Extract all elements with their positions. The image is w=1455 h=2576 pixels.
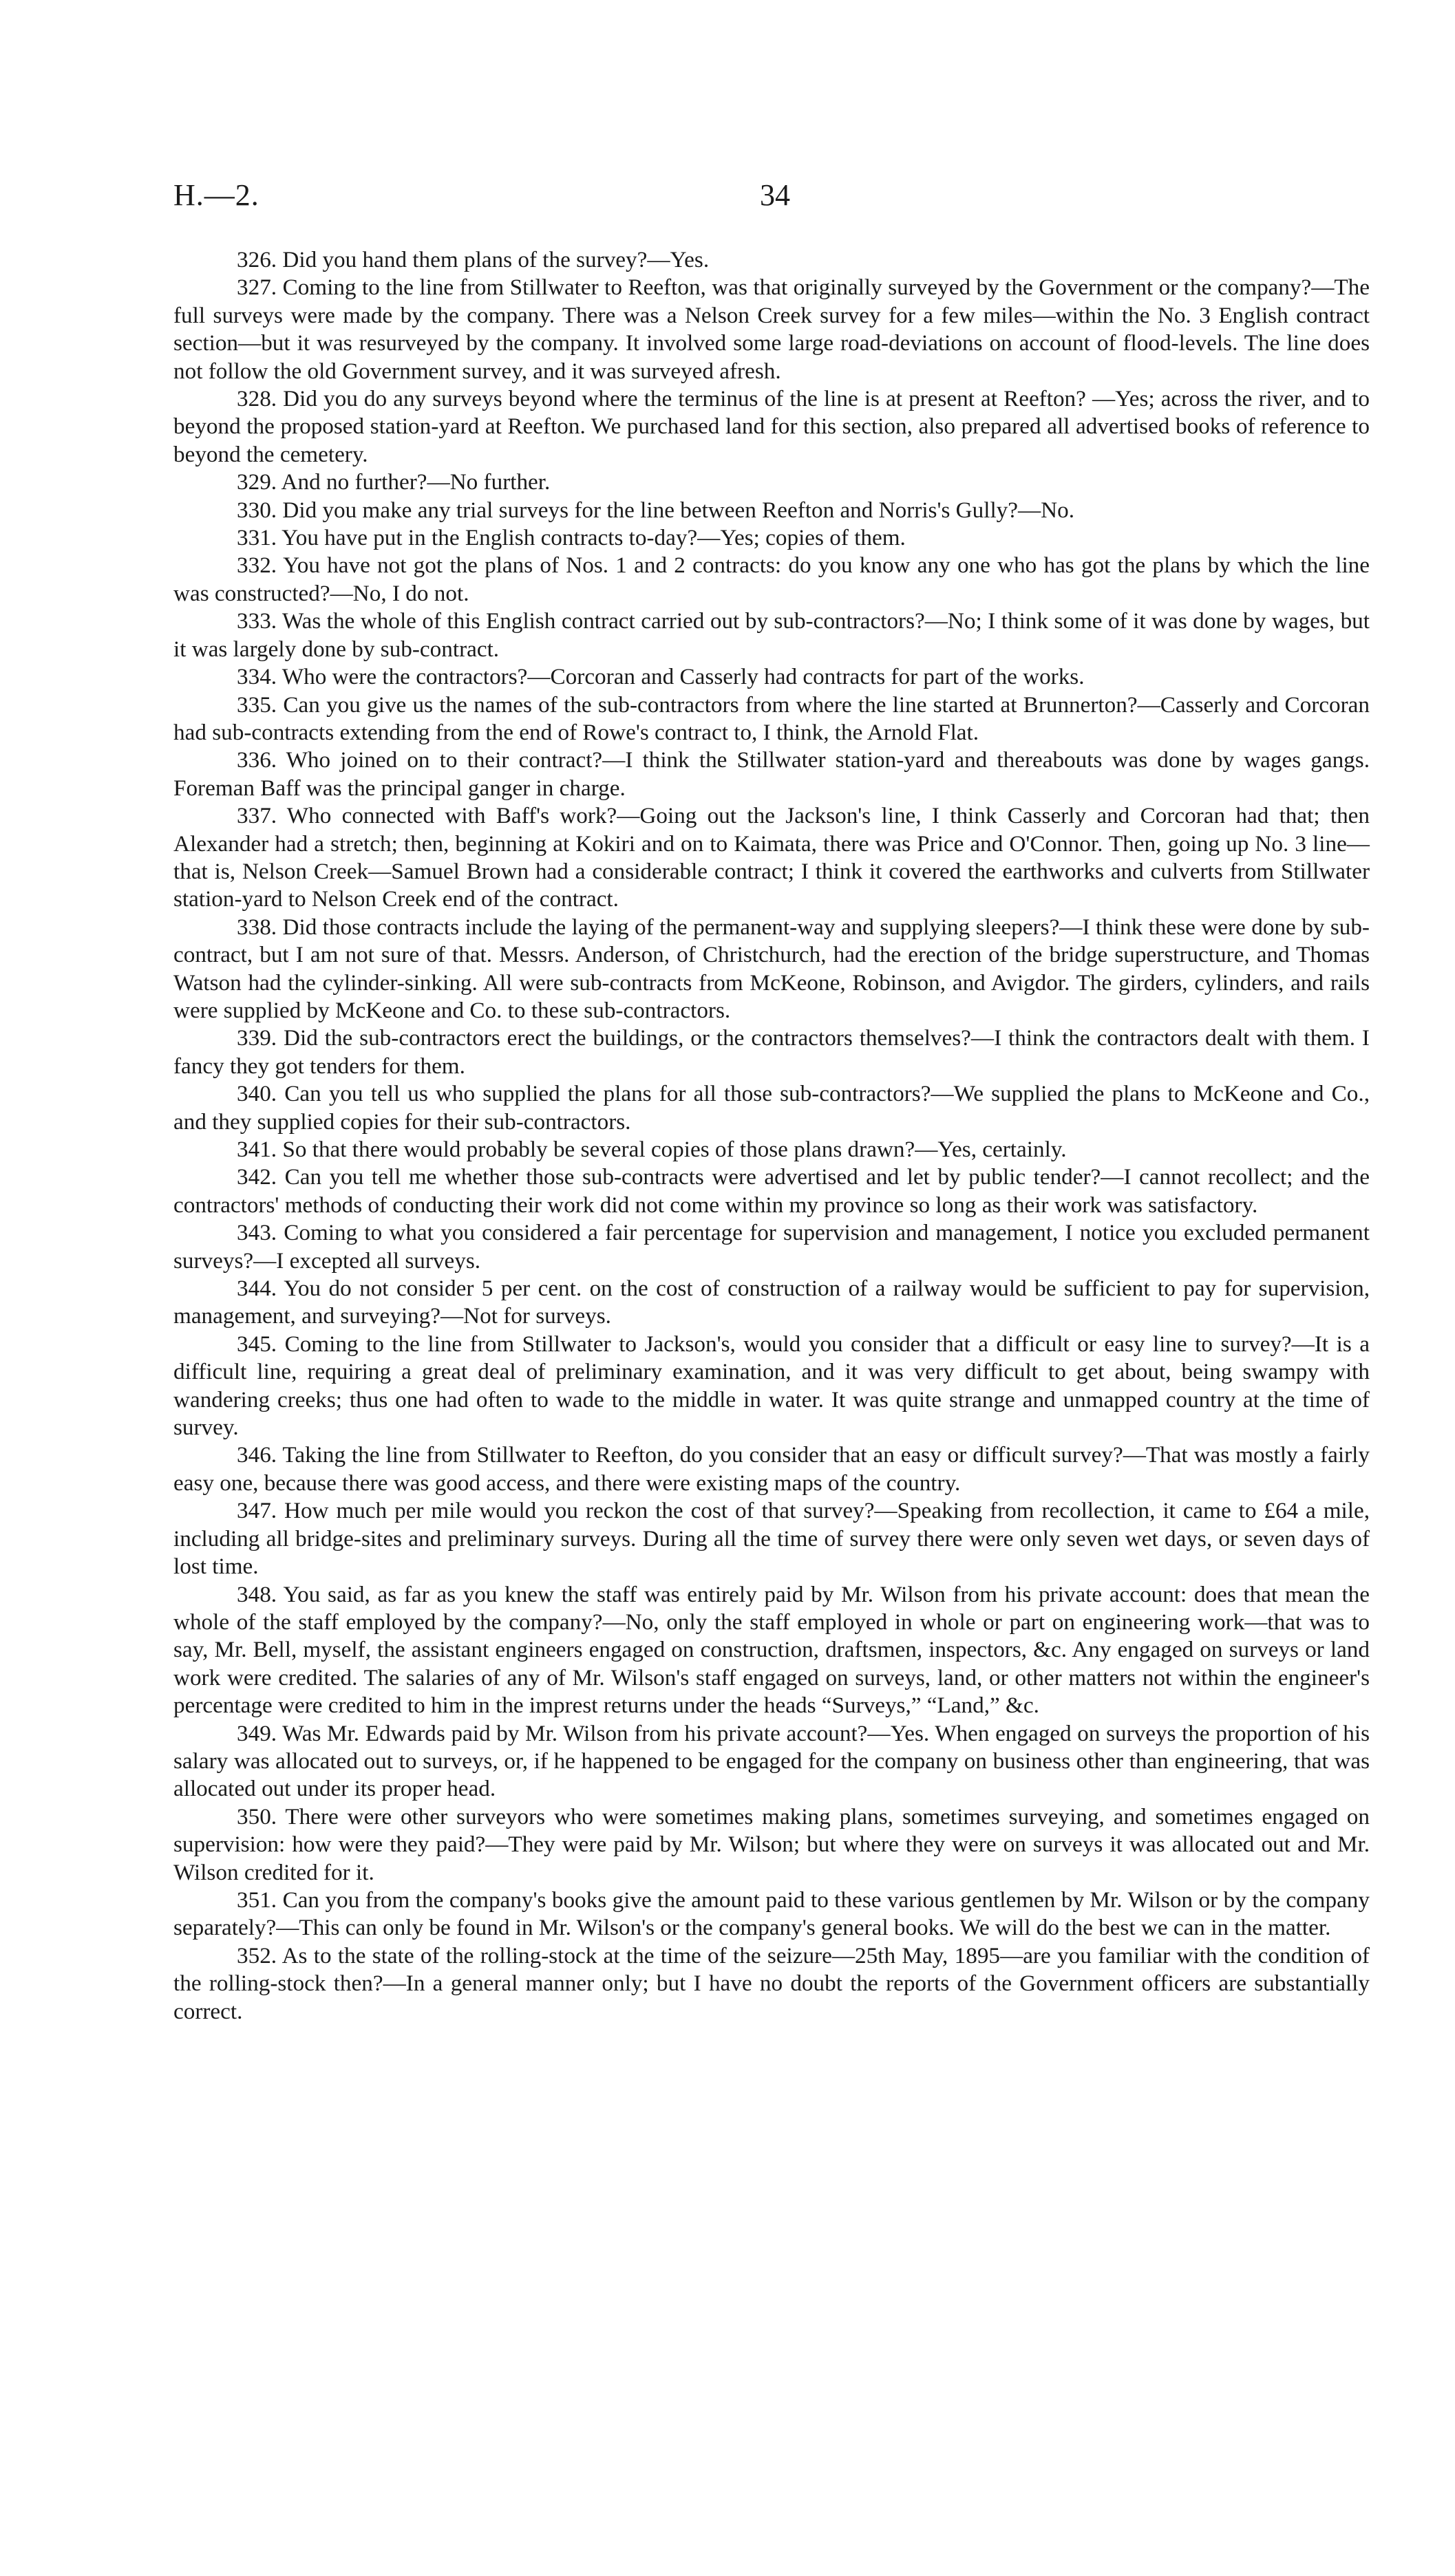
paragraph-334: 334. Who were the contractors?—Corcoran and Casserly had contracts for part of the works. bbox=[237, 664, 1085, 690]
paragraph-343: 343. Coming to what you considered a fair percentage for supervision and management, I notice you excluded permanent surveys?—I excepted all surveys. bbox=[173, 1220, 1370, 1274]
paragraph-331: 331. You have put in the English contracts to-day?—Yes; copies of them. bbox=[237, 525, 906, 551]
paragraph-347: 347. How much per mile would you reckon the cost of that survey?—Speaking from recollection, it came to £64 a mile, including all bridge-sites and preliminary surveys. During all the time of survey there were only seven wet days, or seven days of lost time. bbox=[173, 1498, 1370, 1580]
page-header bbox=[173, 178, 1371, 226]
paragraph-327: 327. Coming to the line from Stillwater to Reefton, was that originally surveyed by the Government or the company?—The full surveys were made by the company. There was a Nelson Creek survey for a few miles—within the No. 3 English contract section—but it was resurveyed by the company. It involved some large road-deviations on account of flood-levels. The line does not follow the old Government survey, and it was surveyed afresh. bbox=[173, 275, 1370, 384]
paragraph-348: 348. You said, as far as you knew the staff was entirely paid by Mr. Wilson from his private account: does that mean the whole of the staff employed by the company?—No, only the staff employed in whole or part on engineering work—that was to say, Mr. Bell, myself, the assistant engineers engaged on construction, draftsmen, inspectors, &c. Any engaged on surveys or land work were credited. The salaries of any of Mr. Wilson's staff engaged on surveys, land, or other matters not within the engineer's percentage were credited to him in the imprest returns under the heads “Surveys,” “Land,” &c. bbox=[173, 1581, 1370, 1719]
paragraph-340: 340. Can you tell us who supplied the plans for all those sub-contractors?—We supplied the plans to McKeone and Co., and they supplied copies for their sub-contractors. bbox=[173, 1081, 1370, 1135]
paragraph-350: 350. There were other surveyors who were sometimes making plans, sometimes surveying, and sometimes engaged on supervision: how were they paid?—They were paid by Mr. Wilson; but where they were on surveys it was allocated out and Mr. Wilson credited for it. bbox=[173, 1803, 1370, 1885]
paragraph-332: 332. You have not got the plans of Nos. 1 and 2 contracts: do you know any one who has got the plans by which the line was constructed?—No, I do not. bbox=[173, 552, 1370, 606]
paragraph-329: 329. And no further?—No further. bbox=[237, 469, 551, 495]
paragraph-335: 335. Can you give us the names of the sub-contractors from where the line started at Brunnerton?—Casserly and Corcoran had sub-contracts extending from the end of Rowe's contract to, I think, the Arnold Flat. bbox=[173, 691, 1370, 745]
paragraph-351: 351. Can you from the company's books give the amount paid to these various gentlemen by Mr. Wilson or by the company separately?—This can only be found in Mr. Wilson's or the company's general books. We will do the best we can in the matter. bbox=[173, 1887, 1370, 1941]
paragraph-337: 337. Who connected with Baff's work?—Going out the Jackson's line, I think Casserly and Corcoran had that; then Alexander had a stretch; then, beginning at Kokiri and on to Kaimata, there was Price and O'Connor. Then, going up No. 3 line—that is, Nelson Creek—Samuel Brown had a considerable contract; I think it covered the earthworks and culverts from Stillwater station-yard to Nelson Creek end of the contract. bbox=[173, 803, 1370, 912]
paragraph-349: 349. Was Mr. Edwards paid by Mr. Wilson from his private account?—Yes. When engaged on surveys the proportion of his salary was allocated out to surveys, or, if he happened to be engaged for the company on business other than engineering, that was allocated out under its proper head. bbox=[173, 1720, 1370, 1802]
testimony-text bbox=[173, 246, 1370, 2026]
paragraph-341: 341. So that there would probably be several copies of those plans drawn?—Yes, certainly. bbox=[237, 1137, 1067, 1162]
paragraph-342: 342. Can you tell me whether those sub-contracts were advertised and let by public tender?—I cannot recollect; and the contractors' methods of conducting their work did not come within my province so long as their work was satisfactory. bbox=[173, 1164, 1370, 1218]
paragraph-338: 338. Did those contracts include the laying of the permanent-way and supplying sleepers?—I think these were done by sub-contract, but I am not sure of that. Messrs. Anderson, of Christchurch, had the erection of the bridge superstructure, and Thomas Watson had the cylinder-sinking. All were sub-contracts from McKeone, Robinson, and Avigdor. The girders, cylinders, and rails were supplied by McKeone and Co. to these sub-contractors. bbox=[173, 914, 1370, 1023]
paragraph-336: 336. Who joined on to their contract?—I think the Stillwater station-yard and thereabouts was done by wages gangs. Foreman Baff was the principal ganger in charge. bbox=[173, 747, 1370, 801]
paragraph-326: 326. Did you hand them plans of the survey?—Yes. bbox=[237, 247, 710, 272]
paragraph-328: 328. Did you do any surveys beyond where the terminus of the line is at present at Reefton? —Yes; across the river, and to beyond the proposed station-yard at Reefton. We purchased land for this section, also prepared all advertised books of reference to beyond the cemetery. bbox=[173, 386, 1370, 467]
document-reference: H.—2. bbox=[173, 178, 259, 212]
paragraph-352: 352. As to the state of the rolling-stock at the time of the seizure—25th May, 1895—are you familiar with the condition of the rolling-stock then?—In a general manner only; but I have no doubt the reports of the Government officers are substantially correct. bbox=[173, 1942, 1370, 2024]
paragraph-344: 344. You do not consider 5 per cent. on the cost of construction of a railway would be sufficient to pay for supervision, management, and surveying?—Not for surveys. bbox=[173, 1276, 1370, 1329]
paragraph-330: 330. Did you make any trial surveys for the line between Reefton and Norris's Gully?—No. bbox=[237, 497, 1075, 523]
paragraph-346: 346. Taking the line from Stillwater to Reefton, do you consider that an easy or difficult survey?—That was mostly a fairly easy one, because there was good access, and there were existing maps of the country. bbox=[173, 1442, 1370, 1496]
paragraph-333: 333. Was the whole of this English contract carried out by sub-contractors?—No; I think some of it was done by wages, but it was largely done by sub-contract. bbox=[173, 608, 1370, 662]
page-number: 34 bbox=[760, 178, 790, 212]
paragraph-345: 345. Coming to the line from Stillwater to Jackson's, would you consider that a difficult or easy line to survey?—It is a difficult line, requiring a great deal of preliminary examination, and it was very difficult to get about, being swampy with wandering creeks; thus one had often to wade to the middle in water. It was quite strange and unmapped country at the time of survey. bbox=[173, 1331, 1370, 1441]
paragraph-339: 339. Did the sub-contractors erect the buildings, or the contractors themselves?—I think the contractors dealt with them. I fancy they got tenders for them. bbox=[173, 1025, 1370, 1079]
